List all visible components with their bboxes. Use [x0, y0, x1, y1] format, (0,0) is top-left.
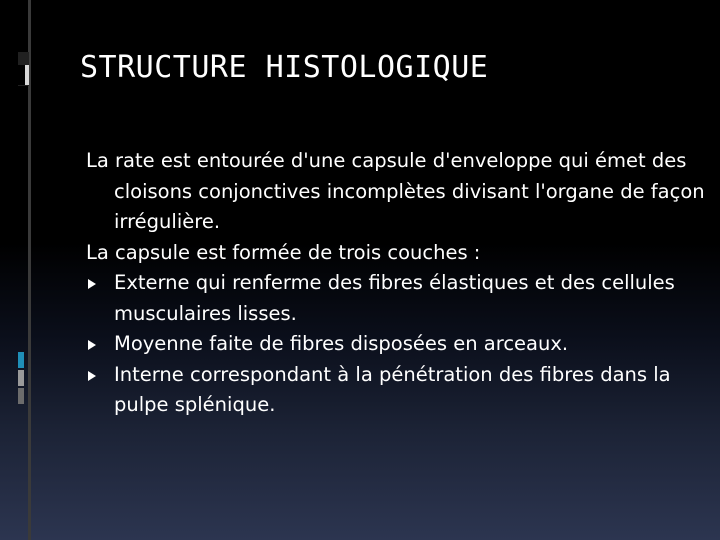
decorative-accent-darkgray: [18, 388, 24, 404]
triangle-bullet-icon: [88, 340, 96, 350]
slide-title: STRUCTURE HISTOLOGIQUE: [80, 50, 489, 85]
triangle-bullet-icon: [88, 371, 96, 381]
decorative-accent-gray: [18, 370, 24, 386]
bullet-text: Externe qui renferme des fibres élastiques et des cellules musculaires lisses.: [114, 271, 675, 325]
paragraph-intro: La rate est entourée d'une capsule d'enveloppe qui émet des cloisons conjonctives incomplètes divisant l'organe de façon irrégulière.: [86, 149, 705, 233]
bullet-text: Interne correspondant à la pénétration des fibres dans la pulpe splénique.: [114, 362, 671, 416]
bullet-item-interne: [86, 360, 706, 421]
bullet-text: Moyenne faite de fibres disposées en arceaux.: [114, 332, 569, 355]
slide-body: [86, 146, 706, 421]
bullet-item-moyenne: [86, 329, 706, 360]
decorative-accent-blue: [18, 352, 24, 368]
triangle-bullet-icon: [88, 279, 96, 289]
bullet-item-externe: [86, 268, 706, 329]
decorative-block-light: [18, 65, 29, 85]
paragraph-layers: La capsule est formée de trois couches :: [86, 240, 481, 264]
